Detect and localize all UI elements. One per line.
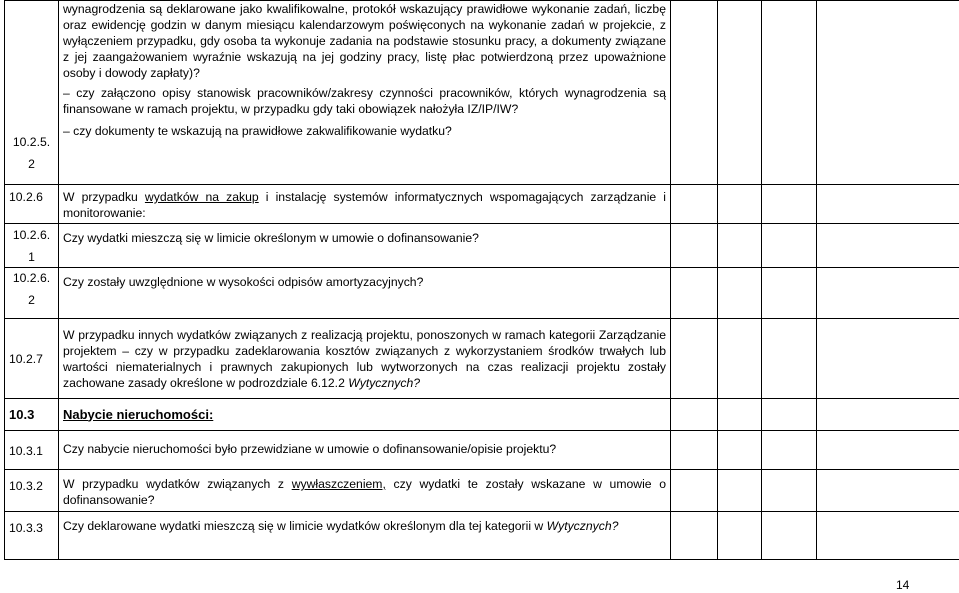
- underlined-phrase: wywłaszczeniem,: [291, 477, 386, 491]
- italic-reference: Wytycznych?: [546, 519, 619, 533]
- table-row: [5, 470, 959, 512]
- remarks-cell[interactable]: [817, 1, 959, 185]
- answer-cell[interactable]: [671, 431, 718, 470]
- remarks-cell[interactable]: [817, 224, 959, 268]
- page-number: 14: [896, 578, 910, 592]
- answer-cell[interactable]: [671, 185, 718, 224]
- remarks-cell[interactable]: [817, 431, 959, 470]
- answer-cell[interactable]: [718, 431, 762, 470]
- row-number-part: 2: [28, 157, 35, 171]
- answer-cell[interactable]: [671, 224, 718, 268]
- question-bullet: – czy dokumenty te wskazują na prawidłowe zakwalifikowanie wydatku?: [63, 124, 452, 138]
- question-text: Czy zostały uwzględnione w wysokości odpisów amortyzacyjnych?: [59, 268, 671, 319]
- table-row: [5, 1, 959, 185]
- answer-cell[interactable]: [762, 1, 817, 185]
- question-text: W przypadku innych wydatków związanych z realizacją projektu, ponoszonych w ramach kategorii Zarządzanie projektem – czy w przypadku zadeklarowania kosztów związanych z wykorzystaniem środków trwałych lub wartości niematerialnych i prawnych zakupionych lub wytworzonych na czas realizacji projektu zostały zachowane zasady określone w podrozdziale 6.12.2 Wytycznych?: [59, 319, 671, 399]
- row-number: [5, 1, 59, 185]
- remarks-cell[interactable]: [817, 470, 959, 512]
- answer-cell[interactable]: [762, 268, 817, 319]
- table-row: [5, 268, 959, 319]
- row-number-part: 10.2.5.: [12, 135, 51, 149]
- row-number: 10.2.6. 2: [5, 268, 59, 319]
- answer-cell[interactable]: [671, 268, 718, 319]
- table-row: [5, 224, 959, 268]
- answer-cell[interactable]: [762, 399, 817, 431]
- row-number: 10.3.2: [5, 470, 59, 512]
- answer-cell[interactable]: [718, 470, 762, 512]
- answer-cell[interactable]: [762, 185, 817, 224]
- underlined-phrase: wydatków na zakup: [144, 190, 259, 204]
- answer-cell[interactable]: [762, 224, 817, 268]
- row-number: 10.3.3: [5, 512, 59, 560]
- table-row: [5, 399, 959, 431]
- remarks-cell[interactable]: [817, 268, 959, 319]
- row-number: 10.2.7: [5, 319, 59, 399]
- italic-reference: Wytycznych?: [348, 376, 421, 390]
- row-number: 10.2.6: [5, 185, 59, 224]
- question-text: Czy nabycie nieruchomości było przewidziane w umowie o dofinansowanie/opisie projektu?: [59, 431, 671, 470]
- answer-cell[interactable]: [671, 470, 718, 512]
- question-text: W przypadku wydatków związanych z wywłaszczeniem, czy wydatki te zostały wskazane w umowie o dofinansowanie?: [59, 470, 671, 512]
- answer-cell[interactable]: [718, 319, 762, 399]
- question-bullet: – czy załączono opisy stanowisk pracowników/zakresy czynności pracowników, których wynagrodzenia są finansowane w ramach projektu, w przypadku gdy taki obowiązek nałożyła IZ/IP/IW?: [63, 86, 666, 116]
- remarks-cell[interactable]: [817, 512, 959, 560]
- table-row: [5, 512, 959, 560]
- section-heading: Nabycie nieruchomości:: [59, 399, 671, 431]
- question-text: Czy deklarowane wydatki mieszczą się w limicie wydatków określonym dla tej kategorii w Wytycznych?: [59, 512, 671, 560]
- remarks-cell[interactable]: [817, 399, 959, 431]
- table-row: [5, 185, 959, 224]
- question-text: Czy wydatki mieszczą się w limicie określonym w umowie o dofinansowanie?: [59, 224, 671, 268]
- answer-cell[interactable]: [762, 431, 817, 470]
- answer-cell[interactable]: [718, 1, 762, 185]
- answer-cell[interactable]: [671, 512, 718, 560]
- answer-cell[interactable]: [762, 470, 817, 512]
- checklist-table: [4, 0, 959, 560]
- answer-cell[interactable]: [718, 268, 762, 319]
- answer-cell[interactable]: [718, 224, 762, 268]
- answer-cell[interactable]: [671, 319, 718, 399]
- row-number: 10.3: [5, 399, 59, 431]
- question-text: W przypadku wydatków na zakup i instalację systemów informatycznych wspomagających zarządzanie i monitorowanie:: [59, 185, 671, 224]
- row-number: 10.3.1: [5, 431, 59, 470]
- row-number: 10.2.6. 1: [5, 224, 59, 268]
- answer-cell[interactable]: [718, 399, 762, 431]
- remarks-cell[interactable]: [817, 319, 959, 399]
- answer-cell[interactable]: [671, 1, 718, 185]
- question-text: [59, 1, 671, 185]
- answer-cell[interactable]: [762, 512, 817, 560]
- table-row: [5, 319, 959, 399]
- answer-cell[interactable]: [671, 399, 718, 431]
- answer-cell[interactable]: [718, 185, 762, 224]
- remarks-cell[interactable]: [817, 185, 959, 224]
- answer-cell[interactable]: [762, 319, 817, 399]
- question-paragraph: wynagrodzenia są deklarowane jako kwalifikowalne, protokół wskazujący prawidłowe wykonanie zadań, liczbę oraz ewidencję godzin w danym miesiącu kalendarzowym poświęconych na wykonanie zadań w projekcie, z wyłączeniem przypadku, gdy osoba ta wykonuje zadania na podstawie stosunku pracy, a dokumenty związane z jej zaangażowaniem wyraźnie wskazują na jej godziny pracy, listę płac potwierdzoną przez upoważnione osoby i dowody zapłaty)?: [63, 2, 666, 80]
- answer-cell[interactable]: [718, 512, 762, 560]
- table-row: [5, 431, 959, 470]
